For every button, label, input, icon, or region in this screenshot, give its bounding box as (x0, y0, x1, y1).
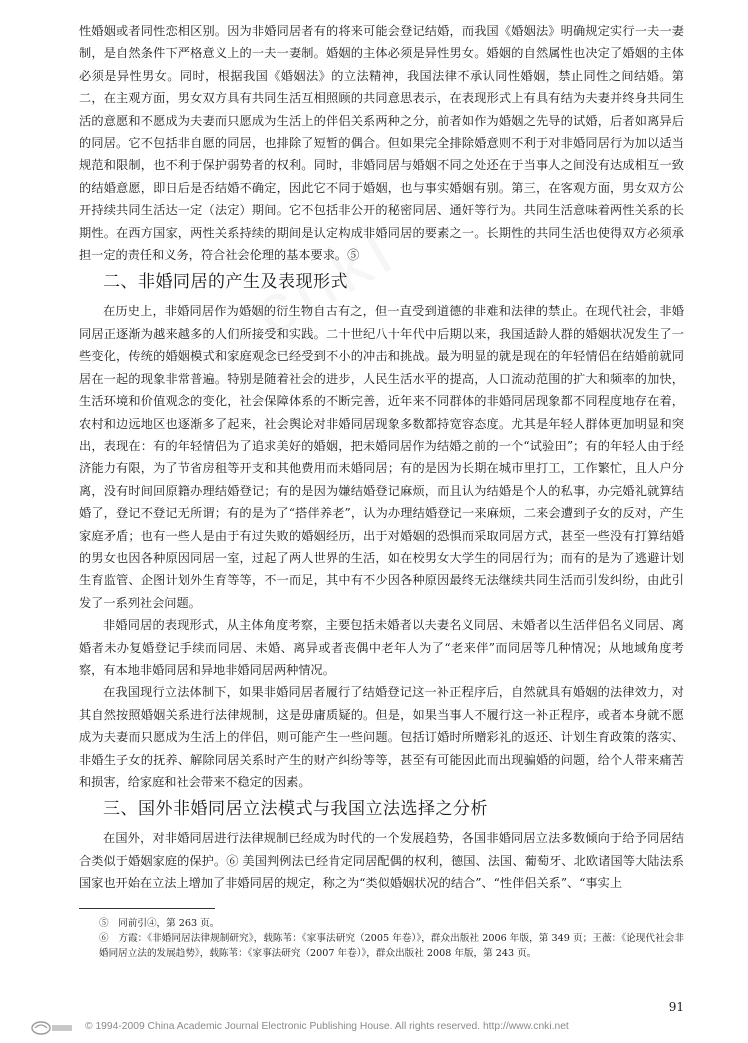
paragraph-foreign-law: 在国外，对非婚同居进行法律规制已经成为时代的一个发展趋势，各国非婚同居立法多数倾向于给予同居结合类似于婚姻家庭的保护。⑥ 美国判例法已经肯定同居配偶的权利，德国、法国、葡萄牙、北欧诸国等大陆法系国家也开始在立法上增加了非婚同居的规定，称之为“类似婚姻状况的结合”、“性伴侣关系”、“事实上 (79, 831, 684, 891)
section-heading-3: 三、国外非婚同居立法模式与我国立法选择之分析 (103, 799, 488, 820)
article-body (79, 20, 684, 895)
page-number: 91 (668, 1000, 684, 1014)
footnote-6: ⑥ 方霞：《非婚同居法律规制研究》，载陈苇：《家事法研究（2005 年卷）》，群众出版社 2006 年版，第 349 页；王薇：《论现代社会非婚同居立法的发展趋势》，载陈苇：《家事法研究（2007 年卷）》，群众出版社 2008 年版，第 243 页。 (99, 933, 684, 959)
cnki-logo-icon (30, 1019, 74, 1037)
footnotes (79, 916, 684, 961)
paragraph-continuation: 性婚姻或者同性恋相区别。因为非婚同居者有的将来可能会登记结婚，而我国《婚姻法》明确规定实行一夫一妻制，是自然条件下严格意义上的一夫一妻制。婚姻的主体必须是异性男女。婚姻的自然属性也决定了婚姻的主体必须是异性男女。同时，根据我国《婚姻法》的立法精神，我国法律不承认同性婚姻，禁止同性之间结婚。第二，在主观方面，男女双方具有共同生活互相照顾的共同意思表示，在表现形式上有具有结为夫妻并终身共同生活的意愿和不愿成为夫妻而只愿成为生活上的伴侣关系两种之分，前者如作为婚姻之先导的试婚，后者如离异后的同居。它不包括非自愿的同居，也排除了短暂的偶合。但如果完全排除婚意则不利于对非婚同居行为加以适当规范和限制，也不利于保护弱势者的权利。同时，非婚同居与婚姻不同之处还在于当事人之间没有达成相互一致的结婚意愿，即日后是否结婚不确定，因此它不同于婚姻，也与事实婚姻有别。第三，在客观方面，男女双方公开持续共同生活达一定（法定）期间。它不包括非公开的秘密同居、通奸等行为。共同生活意味着两性关系的长期性。在西方国家，两性关系持续的期间是认定构成非婚同居的要素之一。长期性的共同生活也使得双方必须承担一定的责任和义务，符合社会伦理的基本要求。⑤ (79, 24, 684, 263)
copyright-text: © 1994-2009 China Academic Journal Electronic Publishing House. All rights reserved. http://www.cnki.net (85, 1021, 569, 1032)
section-heading-2: 二、非婚同居的产生及表现形式 (103, 272, 348, 293)
paragraph-legal-issues: 在我国现行立法体制下，如果非婚同居者履行了结婚登记这一补正程序后，自然就具有婚姻的法律效力，对其自然按照婚姻关系进行法律规制，这是毋庸质疑的。但是，如果当事人不履行这一补正程序，或者本身就不愿成为夫妻而只愿成为生活上的伴侣，则可能产生一些问题。包括订婚时所赠彩礼的返还、计划生育政策的落实、非婚生子女的抚养、解除同居关系时产生的财产纠纷等等，甚至有可能因此而出现骗婚的问题，给个人带来痛苦和损害，给家庭和社会带来不稳定的因素。 (79, 685, 684, 789)
copyright-footer (30, 1019, 730, 1037)
footnote-5: ⑤ 同前引④，第 263 页。 (99, 918, 220, 929)
paragraph-forms: 非婚同居的表现形式，从主体角度考察，主要包括未婚者以夫妻名义同居、未婚者以生活伴侣名义同居、离婚者未办复婚登记手续而同居、未婚、离异或者丧偶中老年人为了“老来伴”而同居等几种情况；从地域角度考察，有本地非婚同居和异地非婚同居两种情况。 (79, 618, 684, 677)
footnote-divider (79, 908, 215, 909)
paragraph-history: 在历史上，非婚同居作为婚姻的衍生物自古有之，但一直受到道德的非难和法律的禁止。在现代社会，非婚同居正逐渐为越来越多的人们所接受和实践。二十世纪八十年代中后期以来，我国适龄人群的婚姻状况发生了一些变化，传统的婚姻模式和家庭观念已经受到不小的冲击和挑战。最为明显的就是现在的年轻情侣在结婚前就同居在一起的现象非常普遍。特别是随着社会的进步，人民生活水平的提高，人口流动范围的扩大和频率的加快，生活环境和价值观念的变化，社会保障体系的不断完善，近年来不同群体的非婚同居现象都不同程度地存在着，农村和边远地区也逐渐多了起来，社会舆论对非婚同居现象多数都持宽容态度。尤其是年轻人群体更加明显和突出，表现在：有的年轻情侣为了追求美好的婚姻，把未婚同居作为结婚之前的一个“试验田”；有的年轻人由于经济能力有限，为了节省房租等开支和其他费用而未婚同居；有的是因为长期在城市里打工，工作繁忙，且人户分离，没有时间回原籍办理结婚登记；有的是因为嫌结婚登记麻烦，而且认为结婚是个人的私事，办完婚礼就算结婚了，登记不登记无所谓；有的是为了“搭伴养老”，认为办理结婚登记一来麻烦，二来会遭到子女的反对，产生家庭矛盾；也有一些人是由于有过失败的婚姻经历，出于对婚姻的恐惧而采取同居方式，甚至一些没有打算结婚的男女也因各种原因同居一室，过起了两人世界的生活，如在校男女大学生的同居行为；而有的是为了逃避计划生育监管、企图计划外生育等等，不一而足，其中有不少因各种原因最终无法继续共同生活而引发纠纷，由此引发了一系列社会问题。 (79, 304, 684, 610)
